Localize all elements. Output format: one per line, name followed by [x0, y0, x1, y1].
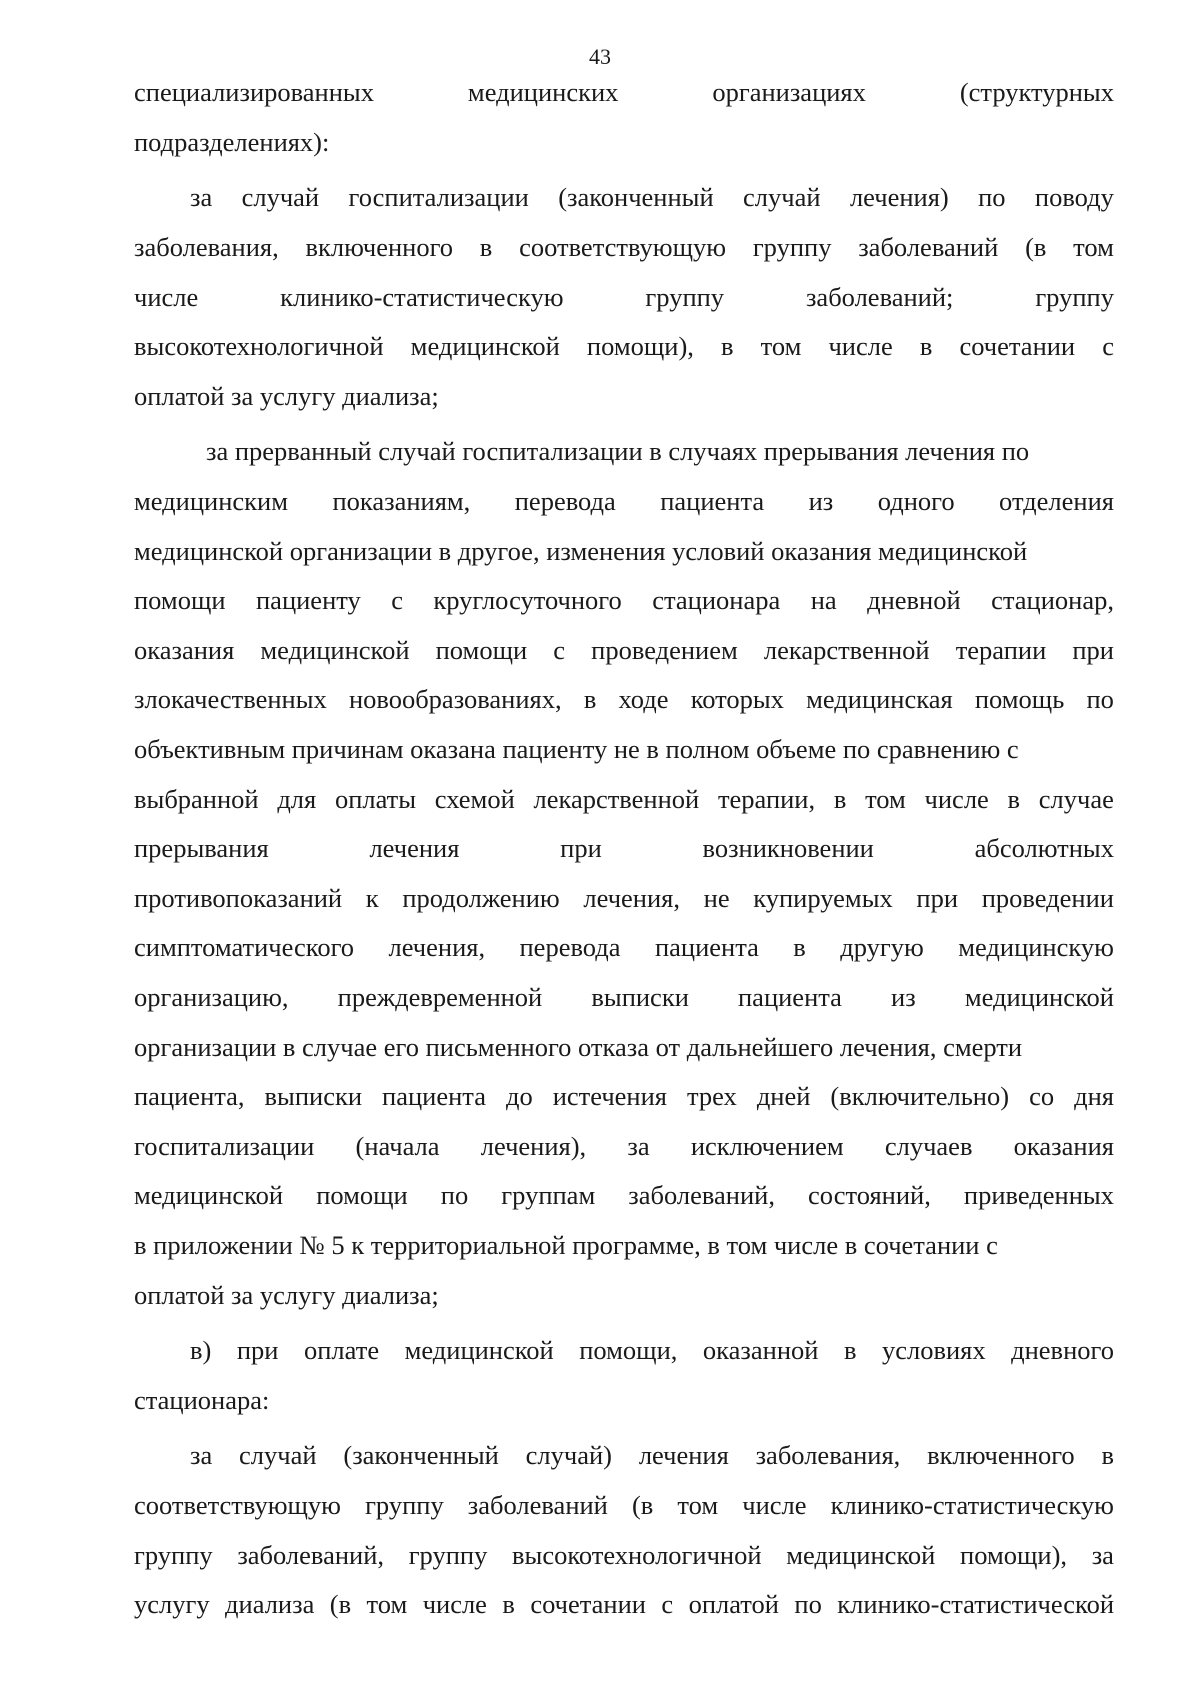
- word: помощи: [435, 634, 528, 665]
- word: за: [1091, 1539, 1114, 1570]
- word: в: [1101, 1440, 1114, 1471]
- word: за: [190, 1440, 213, 1471]
- word: услугу: [134, 1589, 210, 1620]
- text-line: [134, 1530, 1114, 1580]
- word: по: [1086, 684, 1114, 715]
- word: лечения,: [583, 882, 680, 913]
- text-line: [134, 973, 1114, 1023]
- word: стационара:: [134, 1384, 270, 1415]
- word: поводу: [1034, 182, 1114, 213]
- word: группу: [1035, 281, 1114, 312]
- word: одного: [877, 486, 955, 517]
- word: проведении: [981, 882, 1114, 913]
- word: числе: [134, 281, 199, 312]
- word: истечения: [552, 1081, 667, 1112]
- word: продолжению: [402, 882, 560, 913]
- text-line: [134, 118, 1114, 168]
- word: группу: [645, 281, 725, 312]
- word: подразделениях):: [134, 126, 330, 157]
- word: при: [1072, 634, 1114, 665]
- word: организации в случае его письменного отказа от дальнейшего лечения, смерти: [134, 1031, 1023, 1062]
- text-line: [134, 322, 1114, 372]
- word: по: [978, 182, 1006, 213]
- word: (законченный: [558, 182, 714, 213]
- word: купируемых: [753, 882, 893, 913]
- word: том: [760, 331, 802, 362]
- word: по: [440, 1180, 469, 1211]
- word: в: [793, 932, 806, 963]
- word: состояний,: [808, 1180, 931, 1211]
- word: дня: [1074, 1081, 1114, 1112]
- word: (в: [329, 1589, 352, 1620]
- word: к: [365, 882, 379, 913]
- word: числе: [422, 1589, 487, 1620]
- word: лечения,: [388, 932, 486, 963]
- word: проведением: [591, 634, 738, 665]
- word: лечения),: [480, 1130, 587, 1161]
- text-line: [134, 1431, 1114, 1481]
- word: медицинской: [404, 1335, 554, 1366]
- word: с: [1102, 331, 1114, 362]
- word: включенного: [927, 1440, 1075, 1471]
- word: из: [891, 981, 916, 1012]
- word: (в: [631, 1489, 654, 1520]
- word: в: [583, 684, 597, 715]
- word: (законченный: [343, 1440, 499, 1471]
- word: при: [236, 1335, 279, 1366]
- text-line: [134, 1481, 1114, 1531]
- word: помощи),: [586, 331, 694, 362]
- word: оплате: [304, 1335, 380, 1366]
- word: организацию,: [134, 981, 289, 1012]
- word: за прерванный случай госпитализации в случаях прерывания лечения по: [206, 436, 1030, 467]
- word: другую: [840, 932, 924, 963]
- word: стационара: [652, 585, 781, 616]
- word: в: [843, 1335, 857, 1366]
- word: пациенту: [256, 585, 361, 616]
- word: диализа: [225, 1589, 315, 1620]
- document-text: [134, 68, 1114, 1629]
- text-line: [134, 173, 1114, 223]
- text-line: [134, 1580, 1114, 1630]
- word: случаев: [884, 1130, 973, 1161]
- word: группу: [134, 1539, 213, 1570]
- word: лечения): [849, 182, 949, 213]
- word: медицинской организации в другое, изменения условий оказания медицинской: [134, 535, 1028, 566]
- word: не: [703, 882, 730, 913]
- word: помощи: [134, 585, 226, 616]
- word: оказания: [134, 634, 235, 665]
- word: соответствующую: [134, 1489, 341, 1520]
- word: в: [479, 232, 493, 263]
- word: медицинскую: [958, 932, 1114, 963]
- word: включенного: [305, 232, 454, 263]
- text-line: [134, 272, 1114, 322]
- word: лечения: [369, 833, 460, 864]
- word: при: [916, 882, 959, 913]
- text-line: [134, 1221, 1114, 1271]
- word: терапии: [955, 634, 1047, 665]
- word: заболеваний: [858, 232, 999, 263]
- word: пациента: [382, 1081, 486, 1112]
- word: медицинской: [260, 634, 410, 665]
- text-line: [134, 526, 1114, 576]
- word: пациента,: [134, 1081, 245, 1112]
- word: оплатой за услугу диализа;: [134, 380, 439, 411]
- word: с: [553, 634, 566, 665]
- word: выписки: [264, 1081, 363, 1112]
- word: приведенных: [963, 1180, 1114, 1211]
- word: за: [627, 1130, 650, 1161]
- word: в: [833, 783, 847, 814]
- text-line: [134, 1326, 1114, 1376]
- text-line: [134, 1270, 1114, 1320]
- word: в: [919, 331, 933, 362]
- word: с: [391, 585, 403, 616]
- word: оплаты: [334, 783, 417, 814]
- word: заболеваний,: [628, 1180, 775, 1211]
- word: в: [502, 1589, 515, 1620]
- word: оплатой: [688, 1589, 779, 1620]
- word: стационар,: [991, 585, 1114, 616]
- word: группу: [752, 232, 832, 263]
- word: помощи),: [960, 1539, 1068, 1570]
- word: симптоматического: [134, 932, 355, 963]
- word: медицинских: [467, 77, 619, 108]
- text-line: [134, 626, 1114, 676]
- word: медицинской: [410, 331, 560, 362]
- word: том: [677, 1489, 719, 1520]
- word: возникновении: [702, 833, 874, 864]
- word: медицинской: [134, 1180, 284, 1211]
- word: лекарственной: [763, 634, 930, 665]
- word: в): [190, 1335, 212, 1366]
- word: (начала: [355, 1130, 440, 1161]
- word: абсолютных: [974, 833, 1114, 864]
- word: терапии,: [717, 783, 816, 814]
- word: злокачественных: [134, 684, 327, 715]
- text-line: [134, 725, 1114, 775]
- word: исключением: [690, 1130, 844, 1161]
- word: том: [1073, 232, 1114, 263]
- word: соответствующую: [519, 232, 727, 263]
- page-number: 43: [589, 44, 611, 69]
- word: (включительно): [830, 1081, 1010, 1112]
- text-line: [134, 1072, 1114, 1122]
- word: в: [1007, 783, 1021, 814]
- word: числе: [924, 783, 989, 814]
- word: показаниям,: [332, 486, 471, 517]
- word: госпитализации: [348, 182, 529, 213]
- word: условиях: [881, 1335, 986, 1366]
- word: (в: [1025, 232, 1047, 263]
- text-line: [134, 923, 1114, 973]
- word: клинико-статистической: [837, 1589, 1114, 1620]
- text-line: [134, 68, 1114, 118]
- text-line: [134, 427, 1114, 477]
- word: прерывания: [134, 833, 269, 864]
- word: со: [1029, 1081, 1055, 1112]
- word: организациях: [712, 77, 866, 108]
- word: новообразованиях,: [348, 684, 562, 715]
- word: специализированных: [134, 77, 374, 108]
- word: выписки: [591, 981, 689, 1012]
- word: дневного: [1011, 1335, 1114, 1366]
- word: случай): [525, 1440, 612, 1471]
- word: которых: [690, 684, 784, 715]
- word: медицинская: [806, 684, 953, 715]
- word: заболеваний;: [805, 281, 954, 312]
- word: (структурных: [959, 77, 1114, 108]
- word: том: [366, 1589, 408, 1620]
- word: числе: [742, 1489, 807, 1520]
- word: ходе: [618, 684, 669, 715]
- word: группам: [501, 1180, 596, 1211]
- word: заболеваний,: [237, 1539, 385, 1570]
- word: заболеваний: [467, 1489, 608, 1520]
- word: госпитализации: [134, 1130, 315, 1161]
- text-line: [134, 1375, 1114, 1425]
- word: помощи,: [579, 1335, 678, 1366]
- word: в приложении № 5 к территориальной программе, в том числе в сочетании с: [134, 1229, 998, 1260]
- word: медицинской: [964, 981, 1114, 1012]
- word: объективным причинам оказана пациенту не в полном объеме по сравнению с: [134, 734, 1019, 765]
- text-line: [134, 774, 1114, 824]
- word: преждевременной: [337, 981, 543, 1012]
- word: схемой: [434, 783, 515, 814]
- word: дней: [756, 1081, 811, 1112]
- word: группу: [408, 1539, 488, 1570]
- word: сочетании: [959, 331, 1076, 362]
- word: медицинской: [786, 1539, 936, 1570]
- word: для: [277, 783, 317, 814]
- text-line: [134, 1022, 1114, 1072]
- word: перевода: [514, 486, 616, 517]
- text-line: [134, 824, 1114, 874]
- text-line: [134, 372, 1114, 422]
- word: группу: [365, 1489, 444, 1520]
- text-line: [134, 874, 1114, 924]
- text-line: [134, 1121, 1114, 1171]
- word: случай: [743, 182, 821, 213]
- word: выбранной: [134, 783, 259, 814]
- word: высокотехнологичной: [512, 1539, 762, 1570]
- word: лекарственной: [533, 783, 700, 814]
- word: пациента: [660, 486, 765, 517]
- word: трех: [686, 1081, 737, 1112]
- word: на: [810, 585, 837, 616]
- word: с: [661, 1589, 674, 1620]
- text-line: [134, 223, 1114, 273]
- text-line: [134, 675, 1114, 725]
- word: оплатой за услугу диализа;: [134, 1279, 439, 1310]
- text-line: [134, 1171, 1114, 1221]
- word: заболевания,: [755, 1440, 901, 1471]
- word: оказания: [1013, 1130, 1114, 1161]
- word: случае: [1038, 783, 1114, 814]
- word: из: [808, 486, 834, 517]
- text-line: [134, 576, 1114, 626]
- word: дневной: [867, 585, 961, 616]
- text-line: [134, 477, 1114, 527]
- word: клинико-статистическую: [280, 281, 564, 312]
- word: лечения: [638, 1440, 729, 1471]
- word: медицинским: [134, 486, 288, 517]
- word: отделения: [999, 486, 1114, 517]
- word: заболевания,: [134, 232, 279, 263]
- word: перевода: [519, 932, 621, 963]
- word: оказанной: [702, 1335, 819, 1366]
- word: том: [865, 783, 906, 814]
- word: случай: [241, 182, 320, 213]
- word: в: [721, 331, 734, 362]
- word: круглосуточного: [433, 585, 622, 616]
- word: по: [794, 1589, 822, 1620]
- word: помощи: [316, 1180, 408, 1211]
- word: сочетании: [530, 1589, 646, 1620]
- word: высокотехнологичной: [134, 331, 384, 362]
- word: клинико-статистическую: [830, 1489, 1114, 1520]
- word: при: [560, 833, 602, 864]
- word: за: [190, 182, 213, 213]
- word: противопоказаний: [134, 882, 343, 913]
- word: пациента: [738, 981, 842, 1012]
- word: числе: [828, 331, 893, 362]
- word: до: [505, 1081, 533, 1112]
- word: помощь: [974, 684, 1065, 715]
- word: случай: [239, 1440, 317, 1471]
- word: пациента: [654, 932, 759, 963]
